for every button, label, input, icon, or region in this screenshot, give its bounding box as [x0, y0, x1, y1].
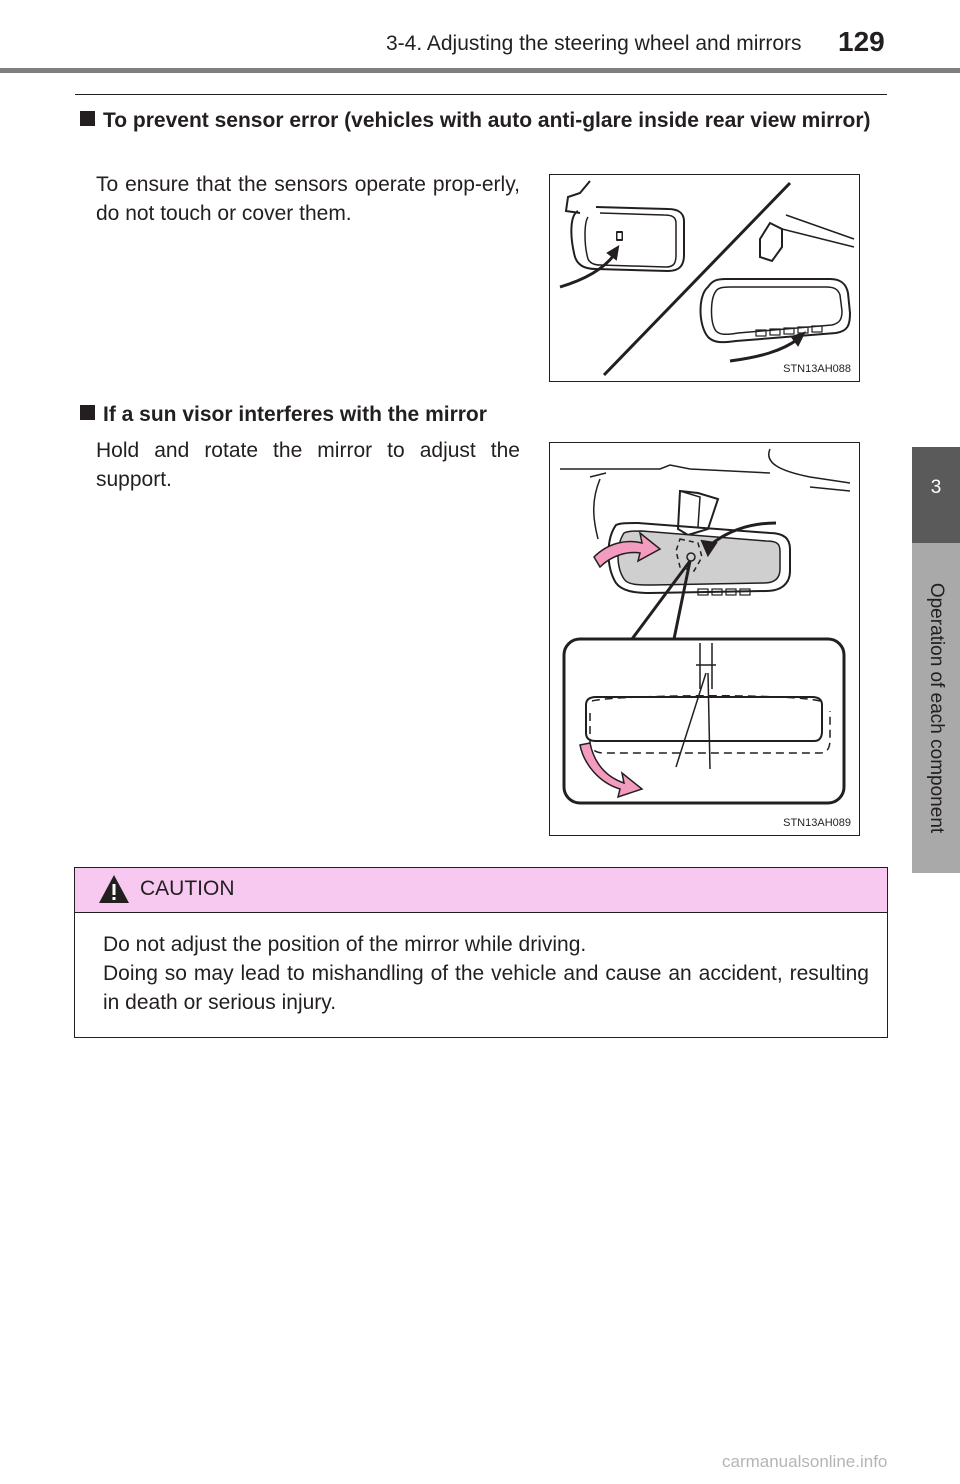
mirror-sensors-illustration: [550, 175, 859, 381]
section-heading-text: To prevent sensor error (vehicles with auto anti-glare inside rear view mirror): [103, 109, 871, 132]
caution-box: [74, 867, 888, 1038]
header-section-title: 3-4. Adjusting the steering wheel and mirrors: [386, 32, 802, 55]
warning-triangle-icon: [98, 874, 130, 904]
caution-line: Doing so may lead to mishandling of the vehicle and cause an accident, resulting in death or serious injury.: [103, 962, 869, 1014]
figure-code: STN13AH089: [783, 817, 851, 829]
header-rule: [0, 68, 960, 73]
section-heading-sensor: [80, 106, 909, 135]
watermark: carmanualsonline.info: [722, 1452, 888, 1471]
page-number: 129: [838, 26, 885, 57]
square-bullet-icon: [80, 405, 95, 420]
section-text-sun-visor: Hold and rotate the mirror to adjust the support.: [96, 439, 520, 491]
figure-mirror-rotate: [549, 442, 860, 836]
square-bullet-icon: [80, 111, 95, 126]
caution-header: [75, 868, 887, 913]
section-text-sensor: To ensure that the sensors operate prop-erly, do not touch or cover them.: [96, 173, 520, 225]
caution-text: [103, 930, 869, 1017]
caution-line: Do not adjust the position of the mirror while driving.: [103, 933, 587, 956]
figure-code: STN13AH088: [783, 363, 851, 375]
section-rule: [75, 94, 887, 95]
figure-mirror-sensors: [549, 174, 860, 382]
section-heading-text: If a sun visor interferes with the mirror: [103, 403, 487, 426]
chapter-title: Operation of each component: [926, 582, 947, 834]
section-heading-sun-visor: [80, 400, 487, 429]
caution-label: CAUTION: [140, 877, 235, 900]
mirror-rotate-illustration: [550, 443, 859, 835]
chapter-number: 3: [930, 477, 942, 498]
